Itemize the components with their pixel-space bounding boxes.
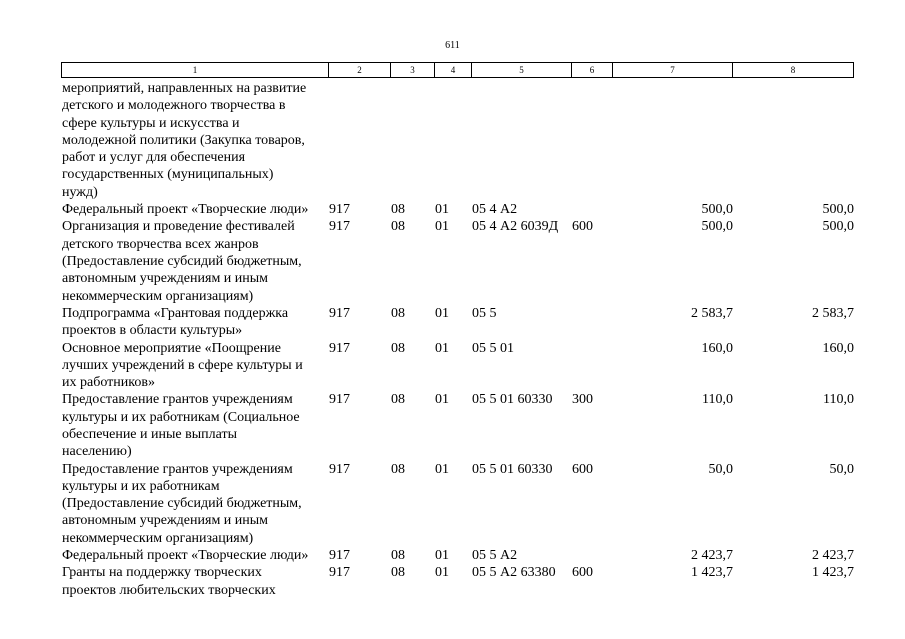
row-name-line: проектов любительских творческих [62, 582, 276, 598]
row-col-5: 05 4 А2 [472, 202, 518, 218]
row-col-6: 600 [572, 565, 593, 581]
row-col-5: 05 5 01 60330 [472, 392, 553, 408]
row-col-5: 05 5 А2 63380 [472, 565, 556, 581]
row-name-line: их работников» [62, 375, 155, 391]
column-header-1: 1 [62, 63, 329, 78]
row-col-3: 08 [391, 392, 405, 408]
column-header-8: 8 [733, 63, 854, 78]
row-col-8: 2 423,7 [812, 548, 854, 564]
row-col-2: 917 [329, 202, 350, 218]
row-col-7: 500,0 [701, 219, 733, 235]
row-col-4: 01 [435, 565, 449, 581]
column-header-2: 2 [329, 63, 391, 78]
row-col-4: 01 [435, 219, 449, 235]
row-col-4: 01 [435, 340, 449, 356]
row-col-3: 08 [391, 548, 405, 564]
row-col-6: 300 [572, 392, 593, 408]
row-name-line: Гранты на поддержку творческих [62, 565, 262, 581]
row-name-line: детского творчества всех жанров [62, 236, 259, 252]
row-col-8: 50,0 [829, 461, 854, 477]
row-name [62, 391, 330, 460]
row-col-4: 01 [435, 392, 449, 408]
row-name-line: государственных (муниципальных) [62, 167, 274, 183]
row-name [62, 564, 330, 599]
column-header-7: 7 [613, 63, 733, 78]
row-col-2: 917 [329, 461, 350, 477]
row-col-8: 2 583,7 [812, 305, 854, 321]
row-name [62, 218, 330, 304]
row-col-8: 160,0 [822, 340, 854, 356]
page-number: 611 [445, 40, 460, 51]
row-name-line: работ и услуг для обеспечения [62, 150, 246, 166]
row-name [62, 305, 330, 340]
row-col-3: 08 [391, 219, 405, 235]
row-name-line: культуры и их работникам (Социальное [62, 409, 300, 425]
row-col-3: 08 [391, 305, 405, 321]
row-col-7: 1 423,7 [691, 565, 733, 581]
row-col-7: 110,0 [702, 392, 733, 408]
row-col-2: 917 [329, 219, 350, 235]
row-col-3: 08 [391, 202, 405, 218]
row-col-7: 2 583,7 [691, 305, 733, 321]
column-header-row [62, 63, 854, 78]
row-name-line: молодежной политики (Закупка товаров, [62, 132, 305, 148]
row-col-2: 917 [329, 340, 350, 356]
row-col-8: 500,0 [822, 202, 854, 218]
row-col-3: 08 [391, 340, 405, 356]
row-col-6: 600 [572, 461, 593, 477]
row-name-line: Федеральный проект «Творческие люди» [62, 548, 309, 564]
row-col-3: 08 [391, 565, 405, 581]
row-name [62, 340, 330, 392]
row-col-4: 01 [435, 305, 449, 321]
row-name-line: автономным учреждениям и иным [62, 513, 269, 529]
row-name-line: обеспечение и иные выплаты [62, 426, 237, 442]
row-name-line: культуры и их работникам [62, 478, 220, 494]
row-col-3: 08 [391, 461, 405, 477]
column-header-5: 5 [472, 63, 572, 78]
row-col-8: 500,0 [822, 219, 854, 235]
row-name-line: некоммерческим организациям) [62, 530, 254, 546]
row-name-line: Предоставление грантов учреждениям [62, 461, 293, 477]
row-col-5: 05 5 01 60330 [472, 461, 553, 477]
row-col-8: 1 423,7 [812, 565, 854, 581]
column-header-6: 6 [572, 63, 613, 78]
row-col-7: 160,0 [701, 340, 733, 356]
row-name-line: сфере культуры и искусства и [62, 115, 240, 131]
row-name-line: проектов в области культуры» [62, 323, 243, 339]
row-col-2: 917 [329, 305, 350, 321]
row-name-line: Федеральный проект «Творческие люди» [62, 202, 309, 218]
row-col-7: 500,0 [701, 202, 733, 218]
row-name-line: автономным учреждениям и иным [62, 271, 269, 287]
row-name-line: Основное мероприятие «Поощрение [62, 340, 281, 356]
row-col-5: 05 4 А2 6039Д [472, 219, 559, 235]
column-header-table [61, 62, 854, 78]
row-col-5: 05 5 А2 [472, 548, 518, 564]
row-col-2: 917 [329, 548, 350, 564]
row-name-line: Организация и проведение фестивалей [62, 219, 295, 235]
row-col-2: 917 [329, 565, 350, 581]
row-name-line: Подпрограмма «Грантовая поддержка [62, 305, 289, 321]
row-name [62, 80, 330, 201]
row-name-line: мероприятий, направленных на развитие [62, 81, 307, 96]
row-col-5: 05 5 [472, 305, 497, 321]
row-name-line: лучших учреждений в сфере культуры и [62, 357, 303, 373]
row-col-8: 110,0 [823, 392, 854, 408]
row-col-6: 600 [572, 219, 593, 235]
row-name-line: детского и молодежного творчества в [62, 98, 286, 114]
row-col-7: 50,0 [708, 461, 733, 477]
column-header-4: 4 [435, 63, 472, 78]
row-name-line: Предоставление грантов учреждениям [62, 392, 293, 408]
row-col-2: 917 [329, 392, 350, 408]
row-name [62, 201, 330, 218]
row-name-line: (Предоставление субсидий бюджетным, [62, 253, 302, 269]
row-name-line: (Предоставление субсидий бюджетным, [62, 496, 302, 512]
row-name [62, 461, 330, 547]
row-col-4: 01 [435, 202, 449, 218]
row-col-5: 05 5 01 [472, 340, 514, 356]
row-col-4: 01 [435, 461, 449, 477]
row-name-line: нужд) [62, 184, 98, 200]
row-name-line: некоммерческим организациям) [62, 288, 254, 304]
row-name-line: населению) [62, 444, 132, 460]
column-header-3: 3 [391, 63, 435, 78]
row-col-4: 01 [435, 548, 449, 564]
row-name [62, 547, 330, 564]
row-col-7: 2 423,7 [691, 548, 733, 564]
